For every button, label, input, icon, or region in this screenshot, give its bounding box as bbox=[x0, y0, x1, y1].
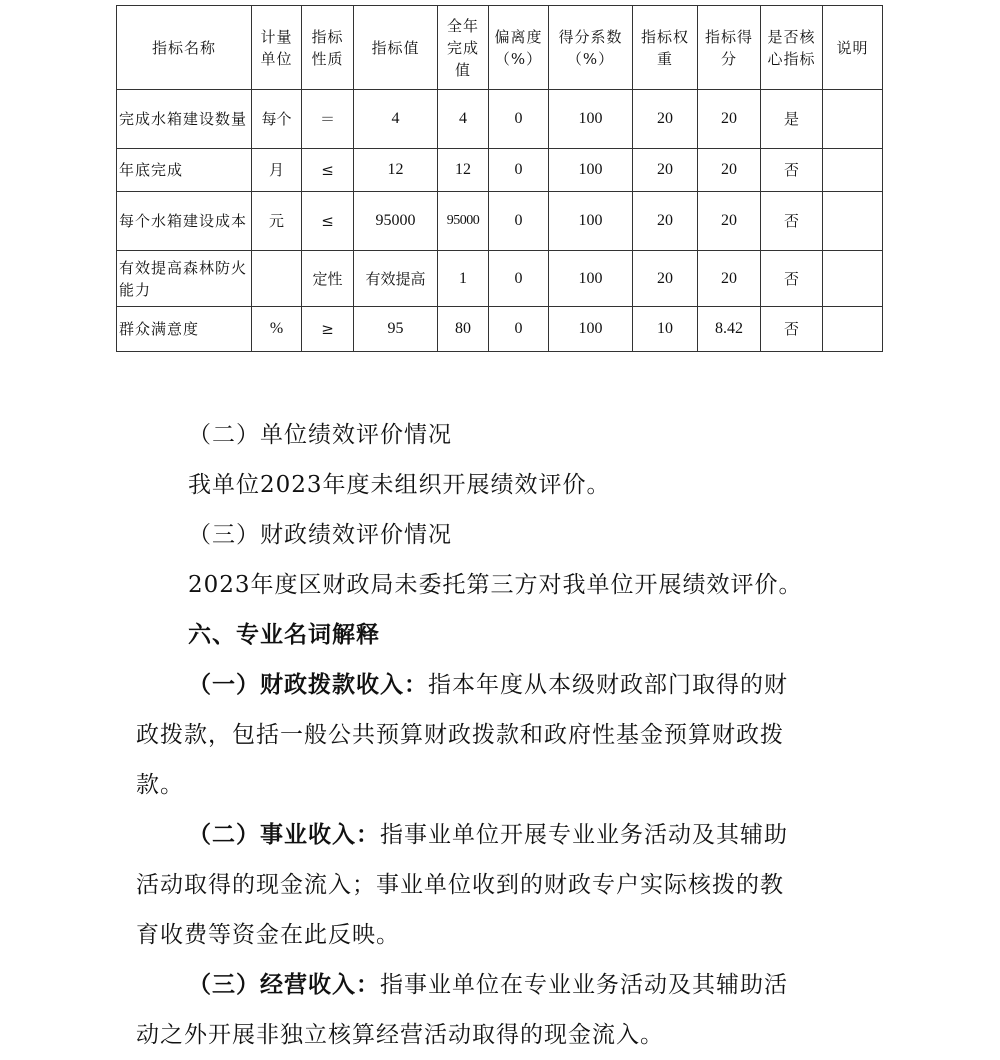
cell-remarks bbox=[823, 90, 883, 149]
header-is-core: 是否核心指标 bbox=[767, 27, 816, 68]
header-score: 指标得分 bbox=[704, 27, 753, 68]
cell-unit bbox=[252, 251, 302, 307]
cell-nature: ＝ bbox=[302, 90, 354, 149]
cell-unit: 每个 bbox=[252, 90, 302, 149]
cell-indicator-name: 有效提高森林防火能力 bbox=[117, 251, 252, 307]
cell-target-value: 12 bbox=[354, 149, 438, 192]
cell-nature: ≥ bbox=[302, 307, 354, 352]
paragraph-line: 款。 bbox=[136, 772, 184, 798]
table-row bbox=[117, 251, 883, 307]
table-header-row bbox=[117, 6, 883, 90]
cell-is-core: 否 bbox=[761, 251, 823, 307]
header-actual-value: 全年完成值 bbox=[446, 16, 479, 79]
cell-is-core: 否 bbox=[761, 192, 823, 251]
header-nature: 指标性质 bbox=[311, 27, 344, 68]
paragraph-line: 政拨款，包括一般公共预算财政拨款和政府性基金预算财政拨 bbox=[136, 722, 784, 748]
paragraph-unit-evaluation: 我单位2023年度未组织开展绩效评价。 bbox=[188, 472, 611, 498]
section-heading-glossary: 六、专业名词解释 bbox=[188, 621, 380, 648]
cell-actual-value: 1 bbox=[438, 251, 489, 307]
header-weight: 指标权重 bbox=[640, 27, 689, 68]
cell-indicator-name: 年底完成 bbox=[117, 149, 252, 192]
header-cell bbox=[698, 6, 761, 90]
section-heading-unit-evaluation: （二）单位绩效评价情况 bbox=[188, 422, 452, 448]
term-definition: 指本年度从本级财政部门取得的财 bbox=[428, 672, 788, 698]
cell-indicator-name: 每个水箱建设成本 bbox=[117, 192, 252, 251]
cell-unit: 元 bbox=[252, 192, 302, 251]
cell-score-coefficient: 100 bbox=[549, 251, 633, 307]
cell-indicator-name: 完成水箱建设数量 bbox=[117, 90, 252, 149]
header-cell bbox=[549, 6, 633, 90]
cell-target-value: 95 bbox=[354, 307, 438, 352]
cell-actual-value: 80 bbox=[438, 307, 489, 352]
table-row bbox=[117, 90, 883, 149]
cell-remarks bbox=[823, 149, 883, 192]
cell-target-value: 4 bbox=[354, 90, 438, 149]
header-cell bbox=[489, 6, 549, 90]
paragraph-line: 活动取得的现金流入；事业单位收到的财政专户实际核拨的教 bbox=[136, 872, 784, 898]
cell-actual-value: 95000 bbox=[438, 192, 489, 251]
cell-weight: 20 bbox=[633, 251, 698, 307]
cell-score: 20 bbox=[698, 90, 761, 149]
cell-weight: 20 bbox=[633, 90, 698, 149]
term-definition: 指事业单位开展专业业务活动及其辅助 bbox=[380, 822, 788, 848]
cell-remarks bbox=[823, 251, 883, 307]
header-cell bbox=[761, 6, 823, 90]
cell-score: 20 bbox=[698, 149, 761, 192]
table-row bbox=[117, 149, 883, 192]
glossary-term-1 bbox=[188, 660, 788, 710]
paragraph-line: 育收费等资金在此反映。 bbox=[136, 922, 400, 948]
cell-score: 20 bbox=[698, 251, 761, 307]
cell-nature: 定性 bbox=[302, 251, 354, 307]
header-cell bbox=[117, 6, 252, 90]
glossary-term-3 bbox=[188, 960, 788, 1010]
cell-is-core: 否 bbox=[761, 149, 823, 192]
cell-nature: ≤ bbox=[302, 192, 354, 251]
cell-score: 20 bbox=[698, 192, 761, 251]
header-unit: 计量单位 bbox=[260, 27, 293, 68]
performance-indicator-table bbox=[116, 5, 883, 352]
cell-score: 8.42 bbox=[698, 307, 761, 352]
cell-is-core: 否 bbox=[761, 307, 823, 352]
cell-remarks bbox=[823, 307, 883, 352]
document-body bbox=[136, 408, 880, 1053]
header-cell bbox=[823, 6, 883, 90]
header-remarks: 说明 bbox=[836, 38, 869, 57]
cell-nature: ≤ bbox=[302, 149, 354, 192]
table-row bbox=[117, 192, 883, 251]
cell-target-value: 95000 bbox=[354, 192, 438, 251]
cell-unit: % bbox=[252, 307, 302, 352]
cell-deviation: 0 bbox=[489, 192, 549, 251]
cell-score-coefficient: 100 bbox=[549, 149, 633, 192]
cell-score-coefficient: 100 bbox=[549, 307, 633, 352]
header-indicator-name: 指标名称 bbox=[151, 38, 216, 57]
cell-score-coefficient: 100 bbox=[549, 90, 633, 149]
cell-deviation: 0 bbox=[489, 307, 549, 352]
term-definition: 指事业单位在专业业务活动及其辅助活 bbox=[380, 972, 788, 998]
cell-deviation: 0 bbox=[489, 149, 549, 192]
cell-unit: 月 bbox=[252, 149, 302, 192]
cell-actual-value: 4 bbox=[438, 90, 489, 149]
cell-score-coefficient: 100 bbox=[549, 192, 633, 251]
header-deviation: 偏离度（%） bbox=[494, 27, 543, 68]
header-cell bbox=[252, 6, 302, 90]
cell-target-value: 有效提高 bbox=[354, 251, 438, 307]
glossary-term-2 bbox=[188, 810, 788, 860]
cell-remarks bbox=[823, 192, 883, 251]
header-cell bbox=[354, 6, 438, 90]
term-label: （一）财政拨款收入： bbox=[188, 671, 428, 698]
header-cell bbox=[633, 6, 698, 90]
cell-weight: 20 bbox=[633, 192, 698, 251]
header-cell bbox=[302, 6, 354, 90]
cell-actual-value: 12 bbox=[438, 149, 489, 192]
cell-weight: 10 bbox=[633, 307, 698, 352]
term-label: （三）经营收入： bbox=[188, 971, 380, 998]
paragraph-finance-evaluation: 2023年度区财政局未委托第三方对我单位开展绩效评价。 bbox=[188, 572, 803, 598]
cell-deviation: 0 bbox=[489, 90, 549, 149]
cell-deviation: 0 bbox=[489, 251, 549, 307]
section-heading-finance-evaluation: （三）财政绩效评价情况 bbox=[188, 522, 452, 548]
table-row bbox=[117, 307, 883, 352]
paragraph-line: 动之外开展非独立核算经营活动取得的现金流入。 bbox=[136, 1022, 664, 1048]
header-score-coefficient: 得分系数（%） bbox=[558, 27, 623, 68]
cell-weight: 20 bbox=[633, 149, 698, 192]
cell-is-core: 是 bbox=[761, 90, 823, 149]
header-target-value: 指标值 bbox=[371, 38, 420, 57]
header-cell bbox=[438, 6, 489, 90]
cell-indicator-name: 群众满意度 bbox=[117, 307, 252, 352]
term-label: （二）事业收入： bbox=[188, 821, 380, 848]
